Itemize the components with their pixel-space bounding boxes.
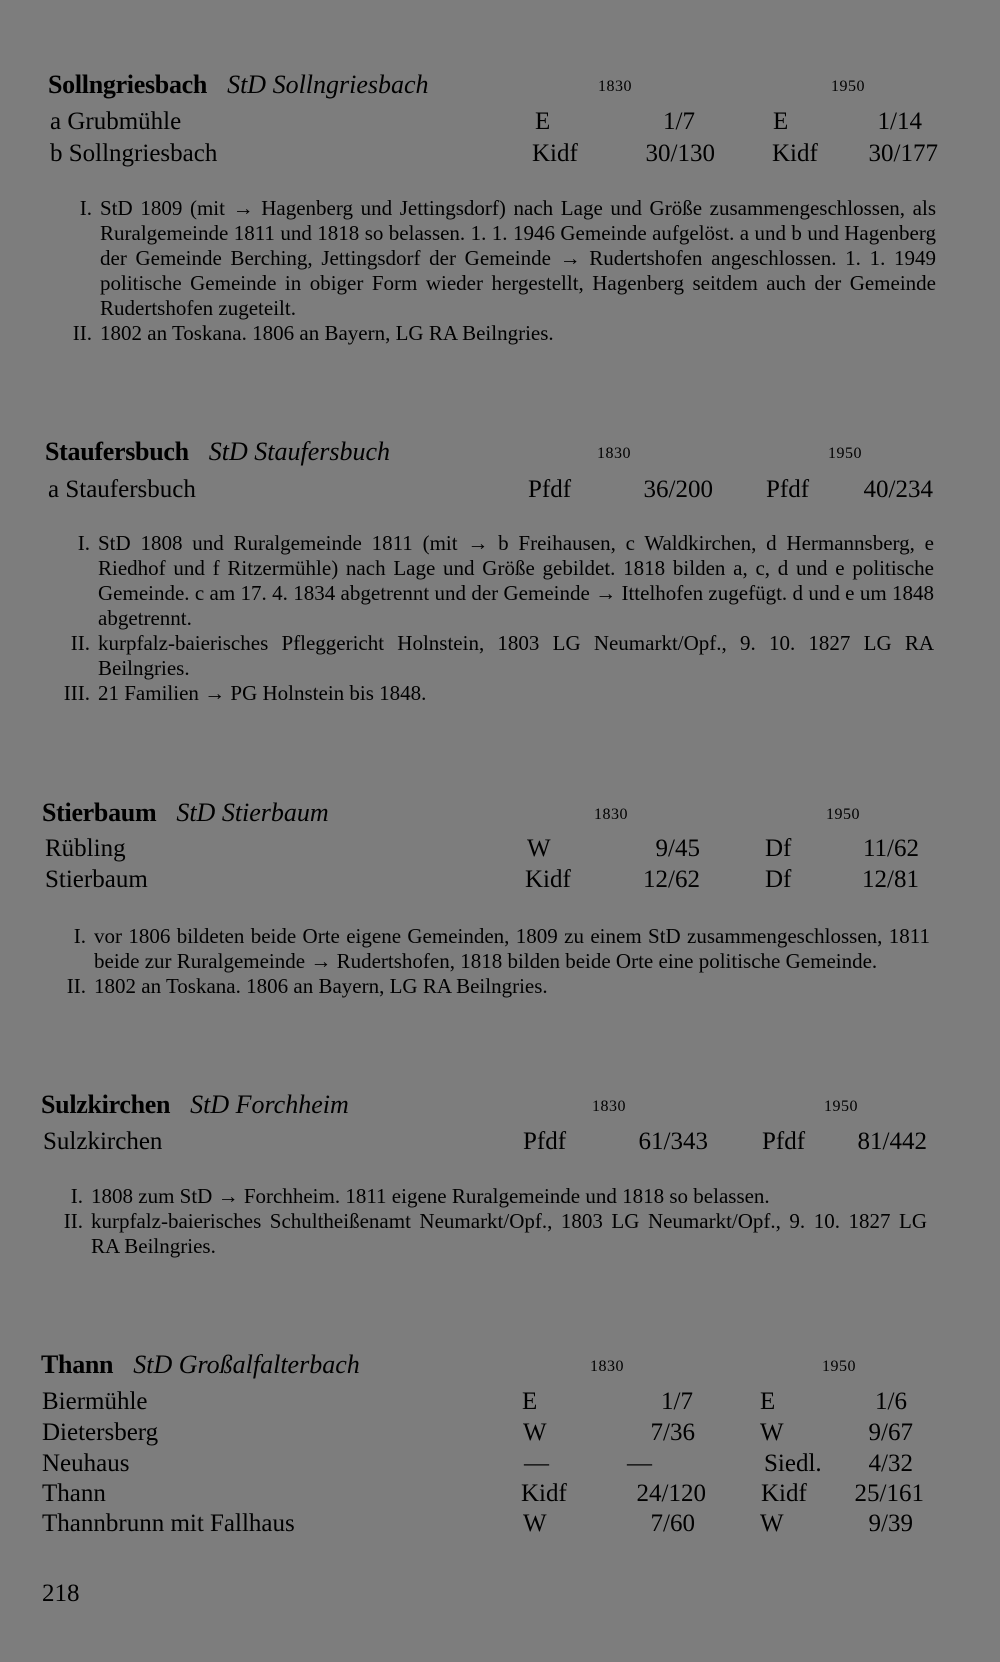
- row-value-1950: 12/81: [862, 866, 919, 893]
- note-item: [50, 974, 930, 999]
- entry-notes: [54, 531, 934, 706]
- row-place: Neuhaus: [42, 1450, 130, 1477]
- row-value-1830: 7/36: [650, 1419, 695, 1446]
- row-value-1950: 1/6: [875, 1388, 907, 1415]
- note-item: [50, 924, 930, 974]
- std-name: StD Sollngriesbach: [227, 70, 429, 99]
- note-number: III.: [63, 681, 90, 705]
- entry-heading: [41, 1090, 349, 1124]
- note-number: II.: [70, 631, 90, 655]
- row-value-1950: 4/32: [868, 1450, 913, 1477]
- row-type-1830: Kidf: [525, 866, 571, 893]
- year-1830: 1830: [597, 445, 631, 462]
- note-text: StD 1809 (mit → Hagenberg und Jettingsdorf) nach Lage und Größe zusammengeschlossen, als Ruralgemeinde 1811 und 1818 so belassen. 1. 1. 1946 Gemeinde aufgelöst. a und b und Hagenberg der Gemeinde Berching, Jettingsdorf der Gemeinde → Rudertshofen angeschlossen. 1. 1. 1949 politische Gemeinde in obiger Form wieder hergestellt, Hagenberg seitdem auch der Gemeinde Rudertshofen zugeteilt.: [100, 196, 936, 320]
- note-text: vor 1806 bildeten beide Orte eigene Gemeinden, 1809 zu einem StD zusammengeschlossen, 1811 beide zur Ruralgemeinde → Rudertshofen, 1818 bilden beide Orte eine politische Gemeinde.: [94, 924, 930, 973]
- table-row: [0, 1128, 1000, 1160]
- year-1950: 1950: [822, 1358, 856, 1375]
- row-place: Biermühle: [42, 1388, 148, 1415]
- year-1830: 1830: [594, 806, 628, 823]
- note-text: kurpfalz-baierisches Schultheißenamt Neumarkt/Opf., 1803 LG Neumarkt/Opf., 9. 10. 1827 LG RA Beilngries.: [91, 1209, 927, 1258]
- year-1830: 1830: [592, 1098, 626, 1115]
- table-row: [0, 108, 1000, 140]
- note-text: 1802 an Toskana. 1806 an Bayern, LG RA Beilngries.: [100, 321, 554, 345]
- std-name: StD Großalfalterbach: [133, 1350, 360, 1379]
- row-type-1950: Df: [765, 866, 792, 893]
- year-1950: 1950: [828, 445, 862, 462]
- row-value-1830: 12/62: [643, 866, 700, 893]
- row-type-1950: Pfdf: [766, 476, 810, 503]
- row-value-1830: —: [627, 1450, 652, 1477]
- row-value-1830: 36/200: [643, 476, 713, 503]
- note-item: [56, 196, 936, 321]
- row-value-1830: 24/120: [636, 1480, 706, 1507]
- row-place: Thannbrunn mit Fallhaus: [42, 1510, 295, 1537]
- table-row: [0, 476, 1000, 508]
- row-type-1950: Kidf: [772, 140, 818, 167]
- year-1830: 1830: [598, 78, 632, 95]
- row-place: a Staufersbuch: [48, 476, 196, 503]
- row-type-1830: E: [522, 1388, 538, 1415]
- note-number: I.: [79, 196, 92, 220]
- note-number: II.: [63, 1209, 83, 1233]
- entry-heading: [41, 1350, 360, 1384]
- row-type-1830: Pfdf: [528, 476, 572, 503]
- row-value-1950: 25/161: [854, 1480, 924, 1507]
- row-type-1830: W: [527, 835, 551, 862]
- row-type-1950: Df: [765, 835, 792, 862]
- row-type-1950: W: [760, 1419, 784, 1446]
- row-type-1950: Kidf: [761, 1480, 807, 1507]
- table-row: [0, 866, 1000, 898]
- row-place: Thann: [42, 1480, 106, 1507]
- row-place: Stierbaum: [45, 866, 148, 893]
- page-number: 218: [42, 1580, 80, 1607]
- note-item: [47, 1209, 927, 1259]
- row-type-1830: W: [523, 1419, 547, 1446]
- row-value-1950: 81/442: [857, 1128, 927, 1155]
- row-type-1950: Siedl.: [764, 1450, 822, 1477]
- note-item: [47, 1184, 927, 1209]
- row-type-1830: Kidf: [532, 140, 578, 167]
- row-value-1830: 9/45: [655, 835, 700, 862]
- row-value-1950: 40/234: [863, 476, 933, 503]
- note-number: I.: [77, 531, 90, 555]
- row-place: a Grubmühle: [50, 108, 182, 135]
- row-type-1830: E: [535, 108, 551, 135]
- row-type-1950: W: [760, 1510, 784, 1537]
- note-text: 21 Familien → PG Holnstein bis 1848.: [98, 681, 427, 705]
- table-row: [0, 1480, 1000, 1512]
- row-type-1830: Pfdf: [523, 1128, 567, 1155]
- note-item: [54, 681, 934, 706]
- row-value-1950: 30/177: [868, 140, 938, 167]
- row-place: b Sollngriesbach: [50, 140, 218, 167]
- note-number: II.: [72, 321, 92, 345]
- row-type-1830: W: [523, 1510, 547, 1537]
- row-value-1830: 61/343: [638, 1128, 708, 1155]
- row-value-1950: 9/39: [868, 1510, 913, 1537]
- row-place: Dietersberg: [42, 1419, 159, 1446]
- entry-notes: [47, 1184, 927, 1259]
- note-number: I.: [73, 924, 86, 948]
- place-name: Thann: [41, 1350, 114, 1379]
- std-name: StD Staufersbuch: [208, 437, 391, 466]
- row-value-1830: 1/7: [663, 108, 695, 135]
- row-value-1950: 11/62: [862, 835, 919, 862]
- row-type-1830: Kidf: [521, 1480, 567, 1507]
- table-row: [0, 835, 1000, 867]
- row-value-1950: 1/14: [877, 108, 922, 135]
- entry-heading: [48, 70, 429, 104]
- table-row: [0, 1419, 1000, 1451]
- year-1950: 1950: [831, 78, 865, 95]
- note-item: [54, 531, 934, 631]
- note-text: 1802 an Toskana. 1806 an Bayern, LG RA Beilngries.: [94, 974, 548, 998]
- row-type-1950: Pfdf: [762, 1128, 806, 1155]
- row-value-1830: 1/7: [661, 1388, 693, 1415]
- place-name: Sollngriesbach: [48, 70, 208, 99]
- table-row: [0, 140, 1000, 172]
- place-name: Sulzkirchen: [41, 1090, 171, 1119]
- year-1830: 1830: [590, 1358, 624, 1375]
- entry-notes: [50, 924, 930, 999]
- std-name: StD Stierbaum: [176, 798, 329, 827]
- note-text: kurpfalz-baierisches Pfleggericht Holnstein, 1803 LG Neumarkt/Opf., 9. 10. 1827 LG RA Beilngries.: [98, 631, 934, 680]
- note-text: StD 1808 und Ruralgemeinde 1811 (mit → b Freihausen, c Waldkirchen, d Hermannsberg, e Riedhof und f Ritzermühle) nach Lage und Größe gebildet. 1818 bilden a, c, d und e politische Gemeinde. c am 17. 4. 1834 abgetrennt und der Gemeinde → Ittelhofen zugefügt. d und e um 1848 abgetrennt.: [98, 531, 934, 630]
- row-value-1830: 7/60: [650, 1510, 695, 1537]
- table-row: [0, 1388, 1000, 1420]
- entry-notes: [56, 196, 936, 346]
- row-type-1950: E: [760, 1388, 776, 1415]
- note-text: 1808 zum StD → Forchheim. 1811 eigene Ruralgemeinde und 1818 so belassen.: [91, 1184, 770, 1208]
- row-value-1830: 30/130: [645, 140, 715, 167]
- note-number: I.: [70, 1184, 83, 1208]
- year-1950: 1950: [824, 1098, 858, 1115]
- place-name: Staufersbuch: [45, 437, 189, 466]
- row-type-1950: E: [773, 108, 789, 135]
- note-item: [56, 321, 936, 346]
- table-row: [0, 1510, 1000, 1542]
- place-name: Stierbaum: [42, 798, 157, 827]
- row-type-1830: —: [524, 1450, 549, 1477]
- table-row: [0, 1450, 1000, 1482]
- year-1950: 1950: [826, 806, 860, 823]
- row-place: Sulzkirchen: [43, 1128, 163, 1155]
- entry-heading: [45, 437, 390, 471]
- row-place: Rübling: [45, 835, 126, 862]
- entry-heading: [42, 798, 329, 832]
- note-number: II.: [66, 974, 86, 998]
- std-name: StD Forchheim: [190, 1090, 349, 1119]
- note-item: [54, 631, 934, 681]
- row-value-1950: 9/67: [868, 1419, 913, 1446]
